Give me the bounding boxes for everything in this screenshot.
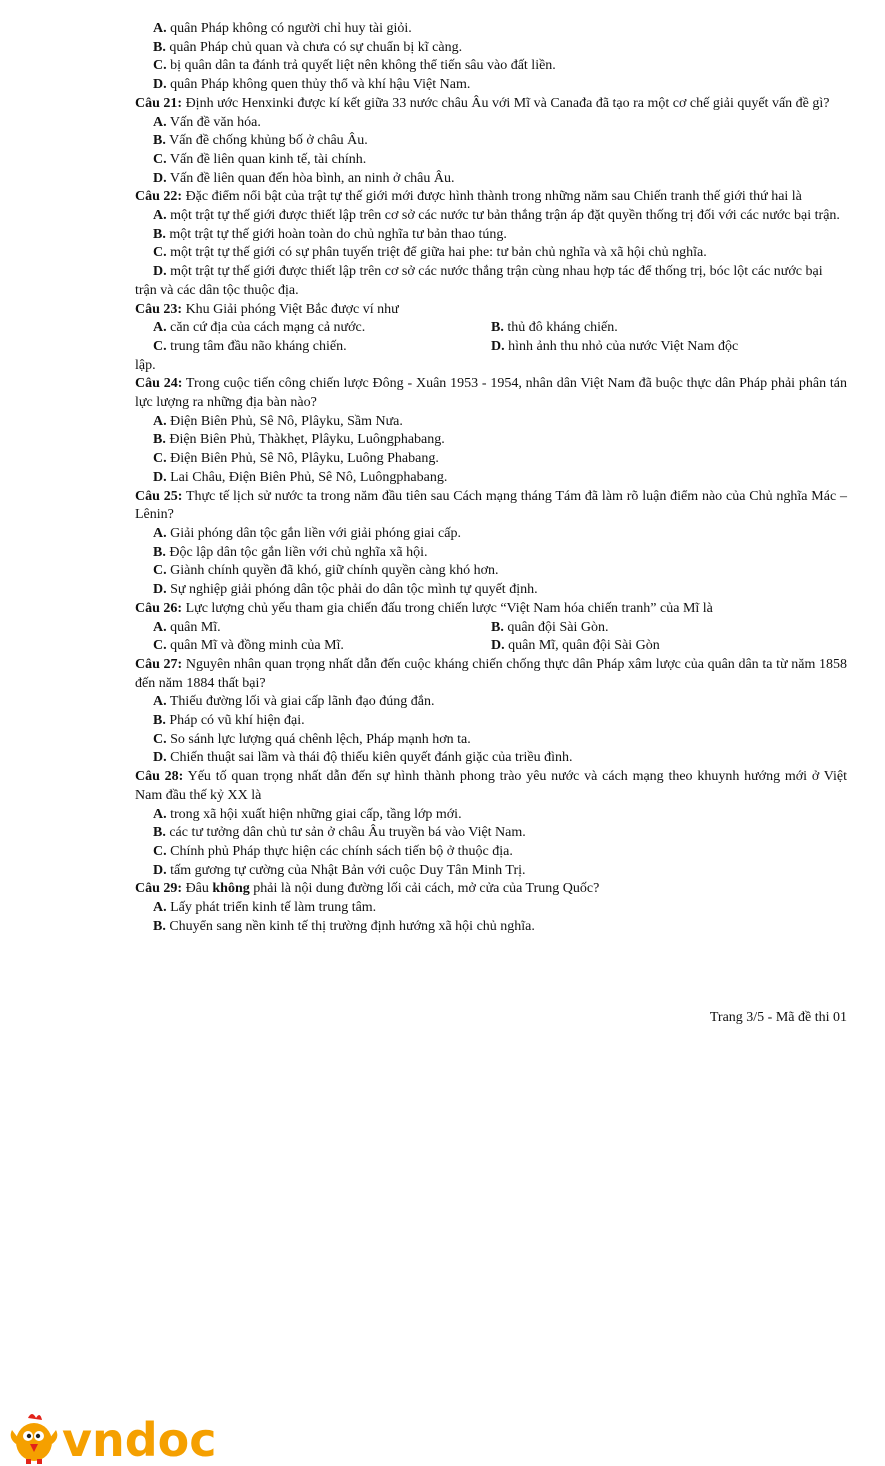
question-26: Câu 26: Lực lượng chủ yếu tham gia chiến đấu trong chiến lược “Việt Nam hóa chiến tranh” của Mĩ là [135,600,713,616]
question-27: Câu 27: Nguyên nhân quan trọng nhất dẫn đến cuộc kháng chiến chống thực dân Pháp xâm lược của quân dân ta từ năm 1858 đến năm 1884 thất bại? [135,656,847,691]
option-a: A. Vấn đề văn hóa. [153,114,261,130]
option-row [135,619,847,638]
option-row [135,338,847,357]
option-a: A. quân Pháp không có người chỉ huy tài giỏi. [153,21,412,36]
option-d: D. tấm gương tự cường của Nhật Bản với cuộc Duy Tân Minh Trị. [153,862,526,878]
option-a: A. căn cứ địa của cách mạng cả nước. [153,320,366,336]
option-c: C. một trật tự thế giới có sự phân tuyến triệt để giữa hai phe: tư bản chủ nghĩa và xã hội chủ nghĩa. [153,245,707,261]
question-24: Câu 24: Trong cuộc tiến công chiến lược Đông - Xuân 1953 - 1954, nhân dân Việt Nam đã buộc thực dân Pháp phải phân tán lực lượng ra những địa bàn nào? [135,376,847,411]
option-b: B. Độc lập dân tộc gắn liền với chủ nghĩa xã hội. [153,544,428,560]
vndoc-logo-graphic [6,1408,221,1466]
option-a: A. Giải phóng dân tộc gắn liền với giải phóng giai cấp. [153,525,461,541]
question-22: Câu 22: Đặc điểm nổi bật của trật tự thế giới mới được hình thành trong những năm sau Chiến tranh thế giới thứ hai là [135,189,802,205]
option-a: A. một trật tự thế giới được thiết lập trên cơ sở các nước tư bản thắng trận áp đặt quyền thống trị đối với các nước bại trận. [153,208,840,224]
question-29: Câu 29: Đâu không phải là nội dung đường lối cải cách, mở cửa của Trung Quốc? [135,881,600,897]
exam-page [135,20,847,936]
option-row [135,637,847,656]
option-d: D. Lai Châu, Điện Biên Phủ, Sê Nô, Luôngphabang. [153,469,448,485]
option-a: A. trong xã hội xuất hiện những giai cấp, tầng lớp mới. [153,806,462,822]
option-b: B. các tư tưởng dân chủ tư sản ở châu Âu truyền bá vào Việt Nam. [153,825,526,841]
option-row [135,319,847,338]
option-b: B. Vấn đề chống khủng bố ở châu Âu. [153,133,368,149]
option-d-overflow: lập. [135,357,156,373]
option-b: B. Pháp có vũ khí hiện đại. [153,713,305,729]
option-b: B. Điện Biên Phủ, Thàkhẹt, Plâyku, Luôngphabang. [153,432,445,448]
option-b: B. Chuyển sang nền kinh tế thị trường định hướng xã hội chủ nghĩa. [153,918,535,934]
option-c: C. So sánh lực lượng quá chênh lệch, Pháp mạnh hơn ta. [153,731,471,747]
question-23: Câu 23: Khu Giải phóng Việt Bắc được ví như [135,301,399,317]
option-a: A. quân Mĩ. [153,619,221,635]
option-c: C. bị quân dân ta đánh trả quyết liệt nên không thể tiến sâu vào đất liền. [153,58,556,74]
option-b: B. thủ đô kháng chiến. [491,320,618,336]
option-b: B. quân Pháp chủ quan và chưa có sự chuẩn bị kĩ càng. [153,39,463,55]
option-d: D. Chiến thuật sai lầm và thái độ thiếu kiên quyết đánh giặc của triều đình. [153,750,573,766]
option-a: A. Lấy phát triển kinh tế làm trung tâm. [153,900,377,916]
option-a: A. Điện Biên Phủ, Sê Nô, Plâyku, Sầm Nưa. [153,413,403,429]
question-28: Câu 28: Yếu tố quan trọng nhất dẫn đến sự hình thành phong trào yêu nước và cách mạng theo khuynh hướng mới ở Việt Nam đầu thế kỷ XX là [135,769,848,803]
option-c: C. Vấn đề liên quan kinh tế, tài chính. [153,151,367,167]
option-c: C. trung tâm đầu não kháng chiến. [153,338,347,354]
question-21: Câu 21: Định ước Henxinki được kí kết giữa 33 nước châu Âu với Mĩ và Canađa đã tạo ra một cơ chế giải quyết vấn đề gì? [135,95,830,111]
question-25: Câu 25: Thực tế lịch sử nước ta trong năm đầu tiên sau Cách mạng tháng Tám đã làm rõ luận điểm nào của Chủ nghĩa Mác – Lênin? [135,488,848,523]
option-d: D. quân Pháp không quen thủy thổ và khí hậu Việt Nam. [153,77,471,93]
option-c: C. Giành chính quyền đã khó, giữ chính quyền càng khó hơn. [153,563,499,579]
option-b: B. quân đội Sài Gòn. [491,619,609,635]
option-a: A. Thiếu đường lối và giai cấp lãnh đạo đúng đắn. [153,694,435,710]
option-c: C. quân Mĩ và đồng minh của Mĩ. [153,638,344,654]
chick-mascot-icon [11,1414,58,1464]
option-c: C. Chính phủ Pháp thực hiện các chính sách tiến bộ ở thuộc địa. [153,843,513,859]
option-d: D. Vấn đề liên quan đến hòa bình, an ninh ở châu Âu. [153,170,455,186]
vndoc-logo [6,1408,221,1466]
option-d: D. hình ảnh thu nhỏ của nước Việt Nam độc [491,338,739,354]
vndoc-logo-text: vndoc [62,1413,217,1466]
option-d: D. một trật tự thế giới được thiết lập trên cơ sở các nước thắng trận cùng nhau hợp tác để thống trị, bóc lột các nước bại trận và các dân tộc thuộc địa. [135,264,823,298]
option-b: B. một trật tự thế giới hoàn toàn do chủ nghĩa tư bản thao túng. [153,226,507,242]
page-footer: Trang 3/5 - Mã đề thi 01 [709,1010,847,1025]
option-d: D. quân Mĩ, quân đội Sài Gòn [491,638,660,654]
option-d: D. Sự nghiệp giải phóng dân tộc phải do dân tộc mình tự quyết định. [153,582,538,598]
option-c: C. Điện Biên Phủ, Sê Nô, Plâyku, Luông Phabang. [153,451,439,467]
